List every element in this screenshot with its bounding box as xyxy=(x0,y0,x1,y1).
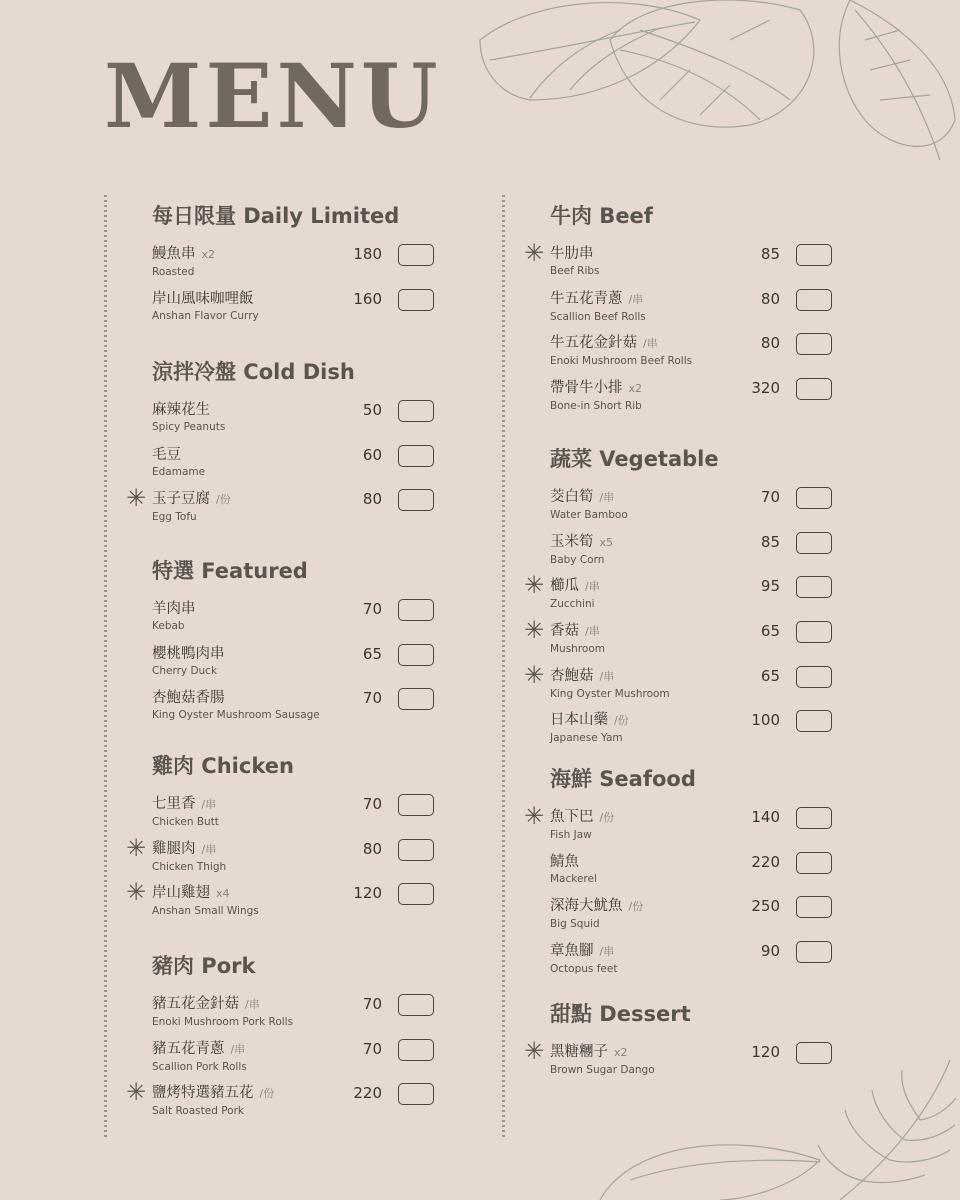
monstera-leaf-illustration xyxy=(470,0,960,170)
menu-item xyxy=(524,616,842,666)
quantity-input-box[interactable] xyxy=(796,710,832,732)
item-name-en: Kebab xyxy=(152,620,185,632)
recommended-star-icon: ✳ xyxy=(524,616,545,645)
menu-item xyxy=(126,833,444,884)
quantity-input-box[interactable] xyxy=(796,532,832,554)
item-price: 85 xyxy=(760,532,780,551)
item-unit: /串 xyxy=(585,580,600,594)
menu-item xyxy=(550,532,842,577)
item-price: 60 xyxy=(362,445,382,464)
item-unit: /串 xyxy=(245,998,260,1011)
item-price: 80 xyxy=(362,839,382,858)
item-price: 160 xyxy=(353,289,382,308)
item-unit: /份 xyxy=(614,714,629,728)
item-unit: x2 xyxy=(614,1046,628,1059)
menu-column-left xyxy=(104,195,444,1140)
section-beef xyxy=(524,201,842,423)
item-name-en: Chicken Thigh xyxy=(152,860,227,873)
menu-item xyxy=(126,484,444,534)
section-title: 涼拌冷盤 Cold Dish xyxy=(152,360,355,384)
item-name-zh: 櫻桃鴨肉串 xyxy=(152,645,225,662)
menu-item xyxy=(152,289,444,334)
quantity-input-box[interactable] xyxy=(796,487,832,509)
section-title: 海鮮 Seafood xyxy=(550,767,696,791)
quantity-input-box[interactable] xyxy=(796,941,832,963)
item-name-en: Salt Roasted Pork xyxy=(152,1105,244,1118)
section-vegetable xyxy=(524,444,842,755)
item-unit: x4 xyxy=(216,887,230,901)
section-cold xyxy=(126,357,444,534)
menu-item xyxy=(550,710,842,755)
item-name-en: King Oyster Mushroom xyxy=(550,687,670,700)
item-price: 80 xyxy=(760,289,780,308)
section-title: 特選 Featured xyxy=(152,559,308,583)
menu-item xyxy=(524,571,842,621)
menu-item xyxy=(524,802,842,852)
item-name-zh: 玉米筍 xyxy=(550,533,594,550)
item-name-en: Anshan Small Wings xyxy=(152,905,259,918)
quantity-input-box[interactable] xyxy=(398,839,434,861)
item-name-zh: 玉子豆腐 xyxy=(152,491,210,508)
quantity-input-box[interactable] xyxy=(796,333,832,355)
section-title: 蔬菜 Vegetable xyxy=(550,447,719,471)
menu-item xyxy=(152,445,444,490)
item-unit: /串 xyxy=(599,491,615,504)
item-price: 95 xyxy=(760,577,780,596)
quantity-input-box[interactable] xyxy=(796,621,832,643)
item-name-zh: 鯖魚 xyxy=(550,853,579,870)
item-price: 70 xyxy=(362,1039,382,1058)
item-name-zh: 深海大魷魚 xyxy=(550,898,623,915)
item-price: 220 xyxy=(751,852,780,871)
section-title: 豬肉 Pork xyxy=(152,954,256,978)
item-name-zh: 章魚腳 xyxy=(550,943,594,960)
item-unit: /份 xyxy=(628,900,644,914)
quantity-input-box[interactable] xyxy=(796,807,832,829)
item-price: 70 xyxy=(362,689,382,708)
item-name-en: Mushroom xyxy=(550,643,606,656)
item-name-en: Enoki Mushroom Pork Rolls xyxy=(152,1016,294,1028)
quantity-input-box[interactable] xyxy=(796,852,832,874)
menu-item xyxy=(550,487,842,532)
menu-item xyxy=(550,941,842,986)
section-daily xyxy=(152,201,444,333)
recommended-star-icon: ✳ xyxy=(524,571,545,600)
quantity-input-box[interactable] xyxy=(796,1042,832,1064)
quantity-input-box[interactable] xyxy=(398,644,434,666)
item-price: 100 xyxy=(751,711,780,730)
quantity-input-box[interactable] xyxy=(398,244,434,266)
quantity-input-box[interactable] xyxy=(796,244,832,266)
item-name-en: Scallion Beef Rolls xyxy=(550,310,646,323)
item-unit: /份 xyxy=(259,1087,275,1101)
recommended-star-icon: ✳ xyxy=(524,1037,545,1065)
menu-item xyxy=(550,378,842,423)
menu-title: MENU xyxy=(104,44,442,148)
quantity-input-box[interactable] xyxy=(796,666,832,688)
quantity-input-box[interactable] xyxy=(398,289,434,311)
section-seafood xyxy=(524,764,842,986)
item-price: 70 xyxy=(362,600,382,618)
quantity-input-box[interactable] xyxy=(796,896,832,918)
item-name-zh: 豬五花青蔥 xyxy=(152,1040,225,1057)
item-unit: x5 xyxy=(599,535,614,549)
item-unit: /串 xyxy=(599,945,615,959)
section-title: 每日限量 Daily Limited xyxy=(152,204,400,228)
menu-item xyxy=(524,660,842,711)
item-price: 80 xyxy=(760,334,780,353)
quantity-input-box[interactable] xyxy=(398,794,434,816)
item-name-zh: 杏鮑菇 xyxy=(550,667,594,684)
item-name-zh: 魚下巴 xyxy=(550,809,594,825)
quantity-input-box[interactable] xyxy=(398,1039,434,1061)
item-unit: /串 xyxy=(585,625,600,639)
recommended-star-icon: ✳ xyxy=(126,1078,147,1107)
recommended-star-icon: ✳ xyxy=(126,833,147,862)
item-name-zh: 牛五花金針菇 xyxy=(550,335,637,352)
item-name-zh: 黑糖糰子 xyxy=(550,1044,608,1060)
item-name-zh: 杏鮑菇香腸 xyxy=(152,690,225,707)
item-price: 85 xyxy=(760,245,780,263)
item-name-zh: 雞腿肉 xyxy=(152,840,196,857)
item-name-zh: 香菇 xyxy=(550,623,579,640)
menu-item xyxy=(524,239,842,289)
item-name-en: Anshan Flavor Curry xyxy=(152,309,259,322)
item-name-zh: 茭白筍 xyxy=(550,489,594,505)
recommended-star-icon: ✳ xyxy=(126,484,147,513)
menu-item xyxy=(152,599,444,644)
item-name-zh: 麻辣花生 xyxy=(152,402,210,418)
item-name-en: Baby Corn xyxy=(550,553,605,566)
quantity-input-box[interactable] xyxy=(398,599,434,621)
item-name-en: Beef Ribs xyxy=(550,265,600,277)
item-name-zh: 櫛瓜 xyxy=(550,578,579,595)
item-name-zh: 鰻魚串 xyxy=(152,246,196,262)
item-unit: /串 xyxy=(628,292,644,306)
item-price: 70 xyxy=(760,488,780,506)
quantity-input-box[interactable] xyxy=(398,489,434,511)
item-name-en: Mackerel xyxy=(550,872,597,885)
item-name-zh: 日本山藥 xyxy=(550,712,608,729)
item-price: 65 xyxy=(760,666,780,685)
item-name-en: Roasted xyxy=(152,266,195,278)
quantity-input-box[interactable] xyxy=(796,378,832,400)
item-price: 70 xyxy=(362,795,382,813)
column-divider xyxy=(104,195,107,1140)
item-price: 65 xyxy=(362,644,382,663)
item-name-en: Japanese Yam xyxy=(550,732,623,745)
menu-item xyxy=(152,688,444,733)
item-price: 90 xyxy=(760,942,780,961)
quantity-input-box[interactable] xyxy=(398,994,434,1016)
recommended-star-icon: ✳ xyxy=(126,878,147,907)
item-unit: /串 xyxy=(201,798,217,811)
item-price: 180 xyxy=(353,245,382,263)
item-name-zh: 羊肉串 xyxy=(152,601,196,617)
section-pork xyxy=(126,951,444,1128)
section-dessert xyxy=(524,999,842,1087)
item-name-en: Cherry Duck xyxy=(152,664,218,677)
menu-item xyxy=(152,244,444,289)
quantity-input-box[interactable] xyxy=(398,688,434,710)
item-name-en: Spicy Peanuts xyxy=(152,421,226,433)
menu-item xyxy=(126,878,444,928)
section-featured xyxy=(152,556,444,733)
item-price: 50 xyxy=(362,401,382,419)
recommended-star-icon: ✳ xyxy=(524,239,545,267)
section-chicken xyxy=(126,751,444,928)
menu-item xyxy=(126,1078,444,1128)
item-price: 320 xyxy=(751,379,780,398)
item-name-en: Brown Sugar Dango xyxy=(550,1064,655,1076)
item-name-en: Enoki Mushroom Beef Rolls xyxy=(550,355,693,368)
menu-item xyxy=(550,333,842,378)
menu-item xyxy=(524,1037,842,1087)
item-unit: /串 xyxy=(599,669,615,683)
item-unit: x2 xyxy=(201,248,216,261)
item-name-en: Edamame xyxy=(152,465,206,478)
item-price: 140 xyxy=(751,808,780,826)
item-name-en: Fish Jaw xyxy=(550,829,592,841)
item-name-zh: 牛五花青蔥 xyxy=(550,290,623,307)
recommended-star-icon: ✳ xyxy=(524,660,545,689)
section-title: 雞肉 Chicken xyxy=(152,754,294,778)
item-price: 220 xyxy=(353,1084,382,1103)
menu-item xyxy=(550,852,842,897)
menu-item xyxy=(152,1039,444,1084)
quantity-input-box[interactable] xyxy=(796,289,832,311)
menu-item xyxy=(152,644,444,689)
item-name-zh: 七里香 xyxy=(152,796,196,812)
recommended-star-icon: ✳ xyxy=(524,802,545,830)
item-name-en: Zucchini xyxy=(550,598,595,611)
item-price: 65 xyxy=(760,622,780,641)
item-price: 70 xyxy=(362,995,382,1013)
menu-item xyxy=(152,794,444,839)
item-name-en: Big Squid xyxy=(550,918,600,931)
menu-column-right xyxy=(502,195,842,1140)
menu-item xyxy=(550,896,842,941)
item-price: 250 xyxy=(751,897,780,916)
item-unit: /份 xyxy=(216,493,231,507)
item-price: 120 xyxy=(751,1043,780,1061)
item-unit: x2 xyxy=(628,382,643,396)
item-name-en: Chicken Butt xyxy=(152,816,219,828)
item-name-zh: 豬五花金針菇 xyxy=(152,996,239,1012)
item-name-zh: 牛肋串 xyxy=(550,246,594,262)
item-name-zh: 鹽烤特選豬五花 xyxy=(152,1085,254,1102)
item-price: 120 xyxy=(353,884,382,903)
item-name-en: Bone-in Short Rib xyxy=(550,400,642,413)
item-name-en: Octopus feet xyxy=(550,963,618,976)
menu-item xyxy=(550,289,842,334)
quantity-input-box[interactable] xyxy=(398,883,434,905)
item-name-en: Egg Tofu xyxy=(152,511,197,524)
quantity-input-box[interactable] xyxy=(796,576,832,598)
section-title: 牛肉 Beef xyxy=(550,204,653,228)
item-name-en: King Oyster Mushroom Sausage xyxy=(152,709,320,722)
item-name-en: Scallion Pork Rolls xyxy=(152,1060,247,1073)
item-name-zh: 毛豆 xyxy=(152,446,181,463)
menu-item xyxy=(152,994,444,1039)
item-name-en: Water Bamboo xyxy=(550,509,628,521)
item-name-zh: 岸山雞翅 xyxy=(152,885,210,902)
item-unit: /串 xyxy=(643,337,658,351)
item-unit: /串 xyxy=(230,1042,246,1056)
menu-item xyxy=(152,400,444,445)
column-divider xyxy=(502,195,505,1140)
section-title: 甜點 Dessert xyxy=(550,1002,691,1026)
item-unit: /份 xyxy=(599,811,615,824)
item-name-zh: 帶骨牛小排 xyxy=(550,380,623,397)
quantity-input-box[interactable] xyxy=(398,445,434,467)
item-name-zh: 岸山風味咖哩飯 xyxy=(152,290,254,307)
item-price: 80 xyxy=(362,490,382,509)
quantity-input-box[interactable] xyxy=(398,400,434,422)
item-unit: /串 xyxy=(201,842,217,856)
quantity-input-box[interactable] xyxy=(398,1083,434,1105)
